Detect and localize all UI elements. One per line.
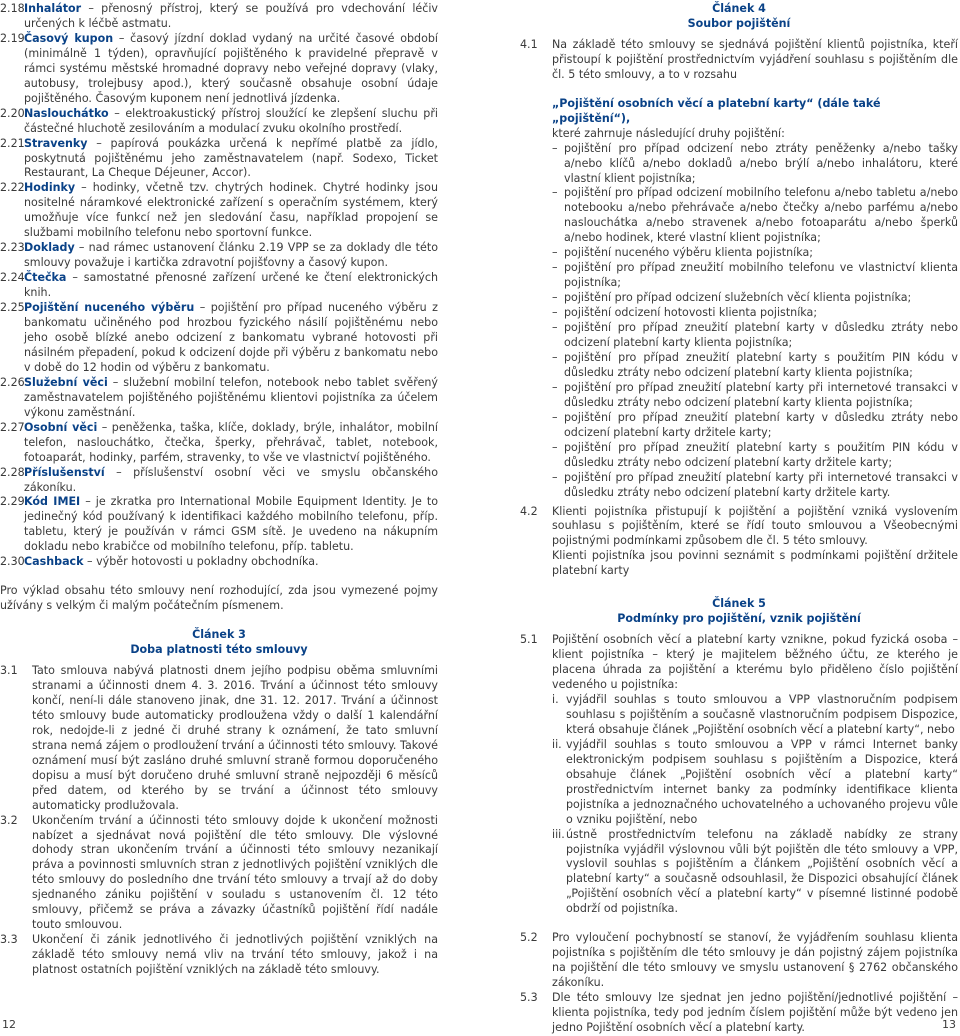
definition-term: Časový kupon (24, 31, 114, 45)
article-3-heading (0, 628, 438, 658)
definition-item (0, 301, 438, 376)
section-number: 3.2 (0, 813, 18, 827)
section-4-2-text-2: Klienti pojistníka jsou povinni seznámit s podmínkami pojištění držitele platební karty (552, 549, 958, 578)
section-text: Pro vyloučení pochybností se stanoví, že vyjádřením souhlasu klienta pojistníka s pojištěním dle této smlouvy je dán pojistný zájem pojistníka na pojištění dle této smlouvy ve smyslu ustanovení § 2762 občanského zákoníku. (552, 931, 958, 990)
article-3-title: Doba platnosti této smlouvy (130, 643, 308, 657)
insurance-type-item (552, 306, 958, 321)
insurance-type-item (552, 441, 958, 471)
insurance-type-item (552, 321, 958, 351)
definition-number: 2.26 (0, 375, 25, 389)
insurance-type-text: pojištění pro případ odcizení nebo ztráty peněženky a/nebo tašky a/nebo klíčů a/nebo dokladů a/nebo brýlí a/nebo inhalátoru, které vlastní klient pojistníka; (564, 141, 958, 185)
section-number: 5.3 (520, 991, 538, 1005)
definition-body (24, 107, 438, 137)
definition-body (24, 181, 438, 241)
page-number-right: 13 (942, 1018, 956, 1031)
article-5-number: Článek 5 (712, 597, 766, 611)
definition-item (0, 32, 438, 107)
consent-methods-list (552, 693, 958, 917)
list-dash: – (552, 291, 558, 305)
insurance-title: „Pojištění osobních věcí a platební karty“ (dále také „pojištění“), (552, 96, 881, 125)
definition-number: 2.22 (0, 181, 25, 195)
definition-number: 2.24 (0, 271, 25, 285)
section-text (552, 505, 958, 580)
insurance-type-item (552, 471, 958, 501)
definitions-list (0, 2, 438, 570)
definition-text: – samostatné přenosné zařízení určené ke čtení elektronických knih. (24, 271, 438, 300)
consent-method-item (552, 738, 958, 828)
definition-term: Stravenky (24, 136, 88, 150)
article-3-sections (0, 664, 438, 978)
section-text (552, 633, 958, 917)
definition-body (24, 466, 438, 496)
definition-text: – papírová poukázka určená k nepřímé platbě za jídlo, poskytnutá pojištěnému jeho zaměstnavatelem (např. Sodexo, Ticket Restaurant, La Cheque Déjeuner, Accor). (24, 136, 438, 180)
definition-text: – výběr hotovosti u pokladny obchodníka. (83, 555, 319, 569)
definition-term: Cashback (24, 555, 84, 569)
definition-body (24, 271, 438, 301)
list-dash: – (552, 410, 558, 424)
section-number: 4.2 (520, 504, 538, 518)
insurance-type-text: pojištění pro případ odcizení mobilního telefonu a/nebo tabletu a/nebo notebooku a/nebo přehrávače a/nebo čtečky a/nebo parfému a/nebo naslouchátka a/nebo stravenek a/nebo fotoaparátu a/nebo šperků a/nebo hodinek, které vlastní klient pojistníka; (564, 186, 958, 245)
definition-number: 2.19 (0, 31, 25, 45)
definition-number: 2.27 (0, 420, 25, 434)
definition-item (0, 495, 438, 555)
definition-body (24, 495, 438, 555)
definition-item (0, 137, 438, 182)
definition-number: 2.18 (0, 2, 25, 15)
definition-term: Hodinky (24, 181, 76, 195)
interpretation-paragraph: Pro výklad obsahu této smlouvy není rozhodující, zda jsou vymezené pojmy užívány s velkým či malým počátečním písmenem. (0, 584, 438, 613)
definition-text: – příslušenství osobní věci ve smyslu občanského zákoníku. (24, 465, 438, 494)
insurance-type-item (552, 246, 958, 261)
insurance-type-item (552, 142, 958, 187)
definition-body (24, 241, 438, 271)
definition-term: Osobní věci (24, 420, 98, 434)
left-column (0, 2, 438, 978)
definition-text: – přenosný přístroj, který se používá pro vdechování léčiv určených k léčbě astmatu. (24, 2, 438, 30)
definition-term: Inhalátor (24, 2, 82, 15)
right-column (520, 2, 958, 1036)
definition-body (24, 376, 438, 421)
insurance-type-text: pojištění pro případ zneužití platební karty při internetové transakci v důsledku ztráty nebo odcizení platební karty klienta pojistníka; (564, 380, 958, 409)
definition-body (24, 137, 438, 182)
section-text: Tato smlouva nabývá platnosti dnem jejího podpisu oběma smluvními stranami a účinnosti dnem 4. 3. 2016. Trvání a účinnost této smlouvy končí, není-li dále stanoveno jinak, dne 31. 12. 2017. Trvání a účinnost této smlouvy bude automaticky prodloužena vždy o další 1 kalendářní rok, nedojde-li z jedné či druhé strany k oznámení, že tato smluvní strana nemá zájem o prodloužení trvání a účinnosti této smlouvy. Takové oznámení musí být zasláno druhé smluvní straně formou doporučeného dopisu a musí být doručeno druhé smluvní straně nejpozději 6 měsíců před datem, od kterého by se trvání a účinnost této smlouvy automaticky prodlužovala. (32, 664, 438, 812)
list-dash: – (552, 306, 558, 320)
article-4-heading (520, 2, 958, 32)
insurance-type-text: pojištění pro případ zneužití platební karty s použitím PIN kódu v důsledku ztráty nebo odcizení platební karty držitele karty; (564, 440, 958, 469)
insurance-type-text: pojištění nuceného výběru klienta pojistníka; (564, 246, 814, 260)
page-number-left: 12 (2, 1018, 16, 1031)
section-3-item (0, 814, 438, 934)
section-text: Ukončení či zánik jednotlivého či jednotlivých pojištění vzniklých na základě této smlouvy nemá vliv na trvání této smlouvy, jakož i na platnost ostatních pojištění vzniklých na základě této smlouvy. (32, 933, 438, 977)
list-dash: – (552, 380, 558, 394)
list-dash: – (552, 246, 558, 260)
section-4-1 (520, 38, 958, 83)
article-3-number: Článek 3 (192, 628, 246, 642)
article-5-heading (520, 597, 958, 627)
definition-text: – elektroakustický přístroj sloužící ke zlepšení sluchu při částečné hluchotě zesilováním a modulací zvuku okolního prostředí. (24, 106, 438, 135)
section-5-2 (520, 931, 958, 991)
insurance-type-item (552, 411, 958, 441)
consent-method-item (552, 693, 958, 738)
definition-item (0, 107, 438, 137)
definition-term: Pojištění nuceného výběru (24, 301, 195, 315)
insurance-type-item (552, 186, 958, 246)
definition-item (0, 376, 438, 421)
section-number: 3.1 (0, 664, 18, 678)
definition-number: 2.21 (0, 136, 25, 150)
consent-method-marker: i. (552, 692, 559, 706)
definition-number: 2.20 (0, 106, 25, 120)
definition-number: 2.30 (0, 555, 25, 569)
definition-term: Naslouchátko (24, 106, 109, 120)
definition-text: – časový jízdní doklad vydaný na určité časové období (minimálně 1 týden), opravňující pojištěného k pravidelné přepravě v rámci systému městské hromadné dopravy nebo veřejné dopravy (vlaky, autobusy, trolejbusy apod.), který současně obsahuje osobní údaje pojištěného. Časovým kuponem není jednotlivá jízdenka. (24, 31, 439, 105)
definition-term: Příslušenství (24, 465, 105, 479)
section-3-item (0, 664, 438, 814)
list-dash: – (552, 350, 558, 364)
consent-method-text: ústně prostřednictvím telefonu na základě nabídky ze strany pojistníka vyjádřil výslovnou vůli být pojištěn dle této smlouvy a VPP, vyslovil souhlas s pojištěním a článkem „Pojištění osobních věcí a platební karty“ a současně odsouhlasil, že Dispozici obsahující článek „Pojištění osobních věcí a platební karty“ v písemné listinné podobě obdrží od pojistníka. (566, 827, 958, 916)
definition-item (0, 181, 438, 241)
section-text: Dle této smlouvy lze sjednat jen jedno pojištění/jednotlivé pojištění – klienta pojistníka, tedy pod jedním číslem pojištění může být vedeno jen jedno Pojištění osobních věcí a platební karty. (552, 991, 958, 1034)
definition-body (24, 2, 438, 32)
insurance-type-text: pojištění pro případ odcizení služebních věcí klienta pojistníka; (564, 291, 912, 305)
definition-body (24, 32, 438, 107)
insurance-type-item (552, 351, 958, 381)
definition-item (0, 555, 438, 570)
list-dash: – (552, 440, 558, 454)
section-5-1 (520, 633, 958, 917)
list-dash: – (552, 321, 558, 335)
insurance-type-item (552, 291, 958, 306)
insurance-type-item (552, 261, 958, 291)
definition-text: – služební mobilní telefon, notebook nebo tablet svěřený zaměstnavatelem pojištěného pojištěnému klientovi pojistníka za účelem výkonu zaměstnání. (24, 375, 438, 419)
list-dash: – (552, 186, 558, 200)
consent-method-marker: iii. (552, 827, 565, 841)
section-number: 5.1 (520, 633, 538, 647)
insurance-types-list (552, 142, 958, 501)
consent-method-item (552, 828, 958, 918)
article-4-title: Soubor pojištění (687, 16, 791, 30)
article-5-title: Podmínky pro pojištění, vznik pojištění (617, 612, 861, 626)
list-dash: – (552, 470, 558, 484)
section-5-1-text: Pojištění osobních věcí a platební karty vznikne, pokud fyzická osoba – klient pojistníka – který je majitelem běžného účtu, ze kterého je placena úhrada za pojištění a kterému bylo přiděleno číslo pojištění vedeného u pojistníka: (552, 633, 958, 692)
definition-term: Kód IMEI (24, 495, 81, 509)
insurance-type-text: pojištění odcizení hotovosti klienta pojistníka; (564, 306, 818, 320)
section-3-item (0, 933, 438, 978)
section-5-3 (520, 991, 958, 1036)
consent-method-marker: ii. (552, 737, 562, 751)
consent-method-text: vyjádřil souhlas s touto smlouvou a VPP vlastnoručním podpisem souhlasu s pojištěním a současně vlastnoručním podpisem Dispozice, která obsahuje článek „Pojištění osobních věcí a platební karty“, nebo (566, 692, 958, 736)
definition-text: – pojištění pro případ nuceného výběru z bankomatu učiněného pod hrozbou fyzického násilí pojištěnému nebo jeho osobě blízké anebo odcizení z bankomatu vybrané hotovosti při násilném přepadení, pokud k odcizení dojde při výběru z bankomatu nebo v době do 12 hodin od výběru z bankomatu. (24, 301, 438, 374)
insurance-type-text: pojištění pro případ zneužití platební karty s použitím PIN kódu v důsledku ztráty nebo odcizení platební karty klienta pojistníka; (564, 350, 958, 379)
section-text: Ukončením trvání a účinnosti této smlouvy dojde k ukončení možnosti nabízet a sjednávat nová pojištění dle této smlouvy. Dle výslovné dohody stran ukončením trvání a účinnosti této smlouvy nezanikají práva a povinnosti smluvních stran z jednotlivých pojištění vzniklých dle této smlouvy do posledního dne trvání této smlouvy a trvají až do doby sjednaného zániku pojištění v souladu s ustanovením čl. 12 této smlouvy, přičemž se práva a závazky účastníků pojištění řídí nadále touto smlouvou. (32, 813, 438, 932)
definition-term: Doklady (24, 241, 75, 255)
definition-number: 2.25 (0, 301, 25, 315)
definition-item (0, 271, 438, 301)
insurance-scope (552, 97, 958, 501)
definition-text: – hodinky, včetně tzv. chytrých hodinek. Chytré hodinky jsou nositelné náramkové elektronické zařízení s operačním systémem, který umožňuje více funkcí než jen sledování času, například propojení se službami mobilního telefonu nebo sportovní funkce. (24, 181, 438, 240)
definition-number: 2.29 (0, 495, 25, 509)
definition-item (0, 421, 438, 466)
section-number: 4.1 (520, 37, 538, 51)
definition-item (0, 241, 438, 271)
section-4-2-text-1: Klienti pojistníka přistupují k pojištění a pojištění vzniká vyslovením souhlasu s pojištěním, které se řídí touto smlouvou a Všeobecnými pojistnými podmínkami způsobem dle čl. 5 této smlouvy. (552, 504, 958, 548)
definition-text: – peněženka, taška, klíče, doklady, brýle, inhalátor, mobilní telefon, naslouchátko, čtečka, šperky, přehrávač, tablet, notebook, fotoaparát, hodinky, parfém, stravenky, to vše ve vlastnictví pojištěného. (24, 420, 438, 464)
section-4-2 (520, 505, 958, 580)
definition-term: Čtečka (24, 271, 67, 285)
definition-body (24, 555, 438, 570)
definition-number: 2.28 (0, 465, 25, 479)
section-text: Na základě této smlouvy se sjednává pojištění klientů pojistníka, kteří přistoupí k pojištění prostřednictvím vyjádření souhlasu s pojištěním dle čl. 5 této smlouvy, a to v rozsahu (552, 37, 958, 81)
insurance-type-text: pojištění pro případ zneužití mobilního telefonu ve vlastnictví klienta pojistníka; (564, 261, 958, 290)
insurance-type-text: pojištění pro případ zneužití platební karty při internetové transakci v důsledku ztráty nebo odcizení platební karty držitele karty. (564, 470, 958, 499)
definition-number: 2.23 (0, 241, 25, 255)
insurance-type-text: pojištění pro případ zneužití platební karty v důsledku ztráty nebo odcizení platební karty držitele karty; (564, 410, 958, 439)
definition-text: – nad rámec ustanovení článku 2.19 VPP se za doklady dle této smlouvy považuje i kartička zdravotní pojišťovny a časový kupon. (24, 241, 438, 270)
list-dash: – (552, 261, 558, 275)
definition-item (0, 466, 438, 496)
insurance-type-item (552, 381, 958, 411)
definition-text: – je zkratka pro International Mobile Equipment Identity. Je to jedinečný kód používaný k identifikaci každého mobilního telefonu, příp. tabletu, který je používán v rámci GSM sítě. Je uvedeno na nákupním dokladu nebo krabičce od mobilního telefonu, příp. tabletu. (24, 495, 438, 554)
insurance-type-text: pojištění pro případ zneužití platební karty v důsledku ztráty nebo odcizení platební karty klienta pojistníka; (564, 321, 958, 350)
section-number: 3.3 (0, 933, 18, 947)
definition-body (24, 421, 438, 466)
insurance-intro: které zahrnuje následující druhy pojištění: (552, 126, 785, 140)
consent-method-text: vyjádřil souhlas s touto smlouvou a VPP v rámci Internet banky elektronickým podpisem souhlasu s pojištěním a Dispozice, která obsahuje článek „Pojištění osobních věcí a platební karty“ prostřednictvím internet banky za podmínky identifikace klienta pojistníka a jednoznačného uchovatelného a uchovaného projevu vůle o vzniku pojištění, nebo (566, 737, 958, 826)
definition-item (0, 2, 438, 32)
definition-body (24, 301, 438, 376)
list-dash: – (552, 141, 558, 155)
section-number: 5.2 (520, 931, 538, 945)
article-4-number: Článek 4 (712, 2, 766, 15)
definition-term: Služební věci (24, 375, 108, 389)
